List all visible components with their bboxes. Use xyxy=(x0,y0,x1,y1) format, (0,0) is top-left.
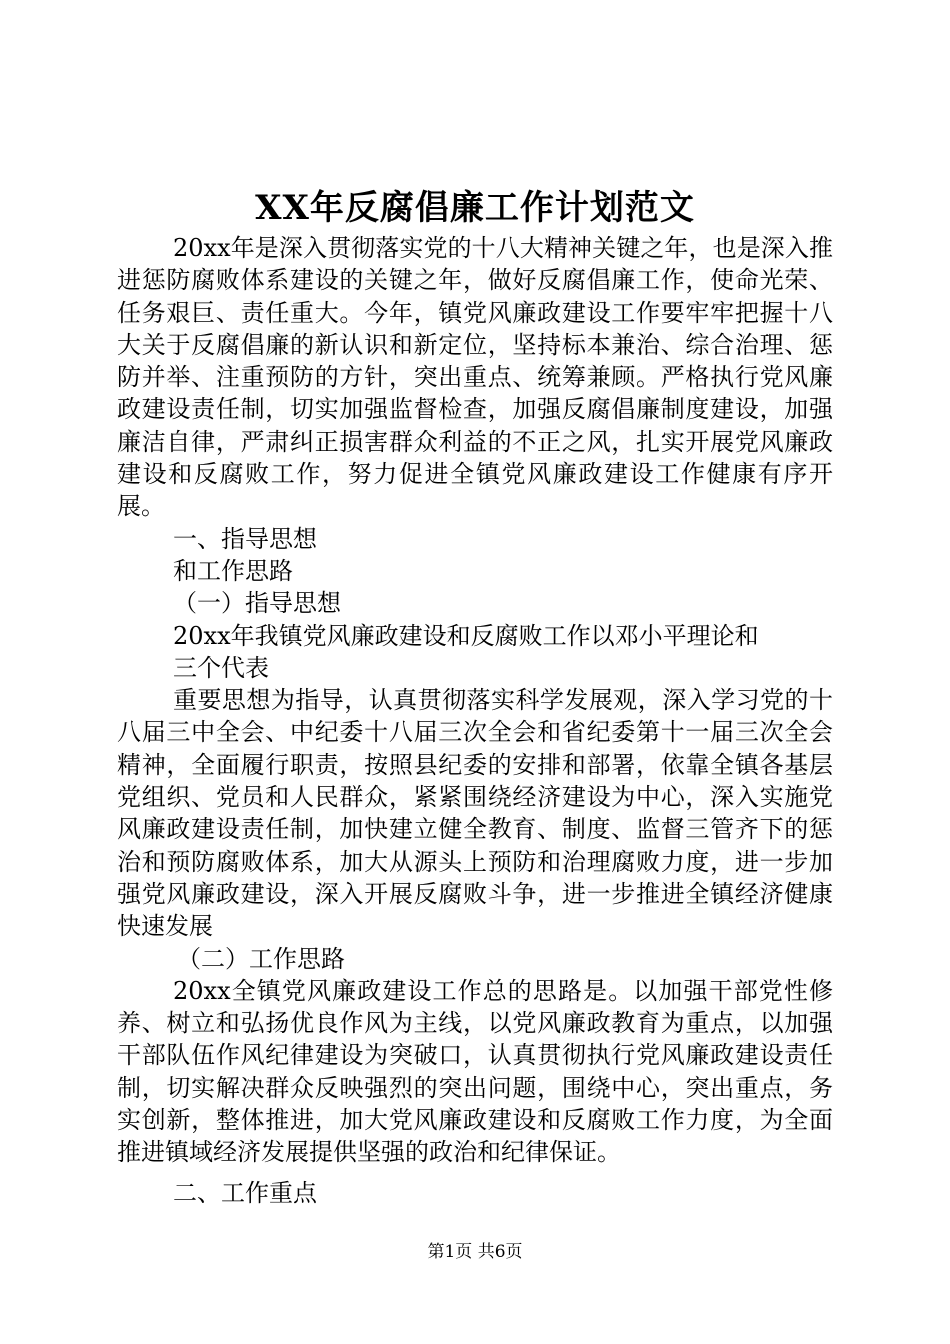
section-heading-continuation: 和工作思路 xyxy=(173,556,293,585)
paragraph-three-represents: 三个代表 xyxy=(173,653,269,682)
section-heading-guiding-thought: 一、指导思想 xyxy=(173,524,317,553)
subsection-heading-work-approach: （二）工作思路 xyxy=(177,944,345,973)
section-heading-key-work: 二、工作重点 xyxy=(173,1178,317,1207)
paragraph-guiding-lead: 20xx年我镇党风廉政建设和反腐败工作以邓小平理论和 xyxy=(173,621,759,650)
paragraph-guiding-body: 重要思想为指导，认真贯彻落实科学发展观，深入学习党的十八届三中全会、中纪委十八届三次全会和省纪委第十一届三次全会精神，全面履行职责，按照县纪委的安排和部署，依靠全镇各基层党组织、党员和人民群众，紧紧围绕经济建设为中心，深入实施党风廉政建设责任制，加快建立健全教育、制度、监督三管齐下的惩治和预防腐败体系，加大从源头上预防和治理腐败力度，进一步加强党风廉政建设，深入开展反腐败斗争，进一步推进全镇经济健康快速发展 xyxy=(117,686,833,941)
document-body xyxy=(117,232,833,1209)
paragraph-work-approach: 20xx全镇党风廉政建设工作总的思路是。以加强干部党性修养、树立和弘扬优良作风为主线，以党风廉政教育为重点，以加强干部队伍作风纪律建设为突破口，认真贯彻执行党风廉政建设责任制，切实解决群众反映强烈的突出问题，围绕中心，突出重点，务实创新，整体推进，加大党风廉政建设和反腐败工作力度，为全面推进镇域经济发展提供坚强的政治和纪律保证。 xyxy=(117,976,833,1167)
document-title: XX年反腐倡廉工作计划范文 xyxy=(255,188,695,228)
subsection-heading-guiding-thought: （一）指导思想 xyxy=(173,589,341,618)
page-footer: 第1页 共6页 xyxy=(427,1242,523,1262)
paragraph-intro: 20xx年是深入贯彻落实党的十八大精神关键之年，也是深入推进惩防腐败体系建设的关键之年，做好反腐倡廉工作，使命光荣、任务艰巨、责任重大。今年，镇党风廉政建设工作要牢牢把握十八大关于反腐倡廉的新认识和新定位，坚持标本兼治、综合治理、惩防并举、注重预防的方针，突出重点、统筹兼顾。严格执行党风廉政建设责任制，切实加强监督检查，加强反腐倡廉制度建设，加强廉洁自律，严肃纠正损害群众利益的不正之风，扎实开展党风廉政建设和反腐败工作，努力促进全镇党风廉政建设工作健康有序开展。 xyxy=(117,234,833,521)
